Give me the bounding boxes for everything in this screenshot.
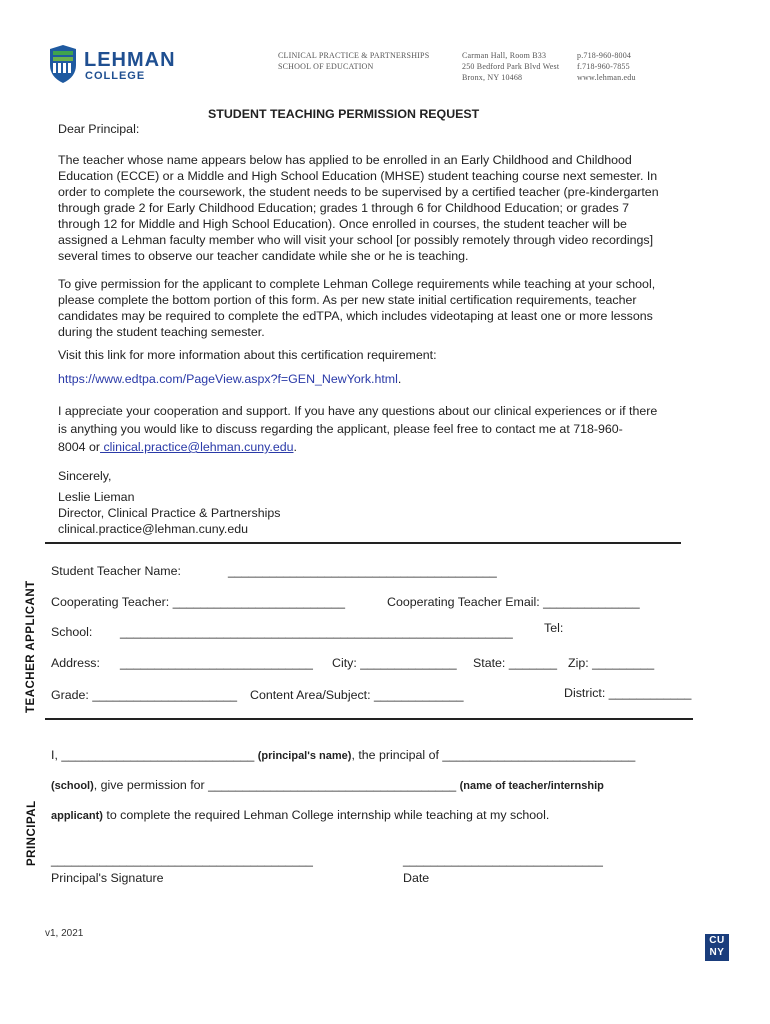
p1-line: through grade 2 for Early Childhood Education; grades 1 through 6 for Childhood Education; or grades 7 <box>58 201 630 215</box>
principal-line-1 <box>51 748 635 762</box>
student-name-field[interactable]: _______________________________________ <box>228 564 497 578</box>
dept-block <box>278 50 429 72</box>
p1-line: through 12 for Middle and High School Education). Once enrolled in courses, the student teacher will be <box>58 217 627 231</box>
state-field[interactable]: State: _______ <box>473 656 558 670</box>
signer-title: Director, Clinical Practice & Partnerships <box>58 506 281 520</box>
principal-label: PRINCIPAL <box>26 800 38 866</box>
dept-line-1: CLINICAL PRACTICE & PARTNERSHIPS <box>278 51 430 60</box>
signature-block <box>58 489 280 537</box>
website: www.lehman.edu <box>577 73 636 82</box>
p4-prefix: 8004 or <box>58 440 101 454</box>
address-line-3: Bronx, NY 10468 <box>462 73 523 82</box>
edtpa-link[interactable]: https://www.edtpa.com/PageView.aspx?f=GEN_NewYork.html <box>58 372 398 386</box>
principal-line-3 <box>51 808 549 822</box>
link-period: . <box>397 372 402 386</box>
logo-sub: COLLEGE <box>85 70 146 82</box>
p1-line: The teacher whose name appears below has applied to be enrolled in an Early Childhood and Childhood <box>58 153 632 167</box>
logo-name: LEHMAN <box>84 49 176 71</box>
contact-block <box>577 50 636 83</box>
p1-line: Education (ECCE) or a Middle and High School Education (MHSE) student teaching course next semester. In <box>58 169 658 183</box>
section-divider-middle <box>45 718 693 720</box>
address-label: Address: <box>51 656 100 670</box>
p1-line: order to complete the coursework, the student needs to be supervised by a certified teacher (pre-kindergarten <box>58 185 659 199</box>
zip-field[interactable]: Zip: _________ <box>568 656 655 670</box>
principal-line-2 <box>51 778 604 792</box>
cuny-logo <box>705 934 729 961</box>
signer-name: Leslie Lieman <box>58 490 135 504</box>
version-label: v1, 2021 <box>45 928 84 939</box>
address-line-1: Carman Hall, Room B33 <box>462 51 547 60</box>
cooperating-teacher-field[interactable]: Cooperating Teacher: _________________________ <box>51 595 345 609</box>
p4-line: is anything you would like to discuss regarding the applicant, please feel free to contact me at 718-960- <box>58 422 623 436</box>
principal-school-field[interactable]: , the principal of ____________________________ <box>351 748 636 762</box>
fax: f.718-960-7855 <box>577 62 630 71</box>
student-name-label: Student Teacher Name: <box>51 564 181 578</box>
document-title: STUDENT TEACHING PERMISSION REQUEST <box>208 107 480 121</box>
district-field[interactable]: District: ____________ <box>564 686 692 700</box>
dept-line-2: SCHOOL OF EDUCATION <box>278 62 374 71</box>
paragraph-3: Visit this link for more information about this certification requirement: <box>58 348 437 362</box>
section-divider-top <box>45 542 681 544</box>
teacher-name-field[interactable]: , give permission for ____________________________________ <box>93 778 460 792</box>
signature-field[interactable]: ______________________________________ <box>51 853 313 867</box>
p1-line: several times to observe our teacher candidate while she or he is teaching. <box>58 249 469 263</box>
lehman-logo <box>48 45 178 85</box>
salutation: Dear Principal: <box>58 122 140 136</box>
p4-period: . <box>293 440 297 454</box>
paragraph-2 <box>58 276 738 340</box>
p2-line: please complete the bottom portion of this form. As per new state initial certification requirements, teacher <box>58 293 637 307</box>
address-block <box>462 50 559 83</box>
city-field[interactable]: City: ______________ <box>332 656 457 670</box>
email-link[interactable]: clinical.practice@lehman.cuny.edu <box>100 440 294 454</box>
school-field[interactable]: _________________________________________________________ <box>120 625 513 639</box>
tel-field[interactable]: Tel: <box>544 621 564 635</box>
principal-name-hint: (principal's name) <box>257 750 352 762</box>
teacher-applicant-label: TEACHER APPLICANT <box>25 580 37 713</box>
permission-statement: to complete the required Lehman College internship while teaching at my school. <box>102 808 550 822</box>
p2-line: To give permission for the applicant to complete Lehman College requirements while teaching at your school, <box>58 277 656 291</box>
address-line-2: 250 Bedford Park Blvd West <box>462 62 560 71</box>
p1-line: assigned a Lehman faculty member who will visit your school [or possibly remotely through video recordings] <box>58 233 654 247</box>
paragraph-4 <box>58 403 748 455</box>
p4-line-3 <box>58 439 748 455</box>
principal-name-field[interactable]: I, ____________________________ <box>51 748 258 762</box>
lehman-shield-icon <box>48 45 78 83</box>
teacher-name-hint: (name of teacher/internship <box>459 780 604 792</box>
school-label: School: <box>51 625 93 639</box>
p2-line: during the student teaching semester. <box>58 325 265 339</box>
p2-line: candidates may be required to complete the edTPA, which includes videotaping at least one or more lessons <box>58 309 653 323</box>
signature-label: Principal's Signature <box>51 871 164 885</box>
date-field[interactable]: _____________________________ <box>403 853 603 867</box>
grade-field[interactable]: Grade: _____________________ <box>51 688 238 702</box>
applicant-hint: applicant) <box>51 810 103 822</box>
phone: p.718-960-8004 <box>577 51 632 60</box>
paragraph-1 <box>58 152 738 264</box>
edtpa-link-line <box>58 371 401 387</box>
signer-email: clinical.practice@lehman.cuny.edu <box>58 522 249 536</box>
content-area-field[interactable]: Content Area/Subject: _____________ <box>250 688 464 702</box>
cooperating-teacher-email-field[interactable]: Cooperating Teacher Email: ______________ <box>387 595 640 609</box>
address-field[interactable]: ____________________________ <box>120 656 313 670</box>
school-hint: (school) <box>51 780 94 792</box>
cuny-logo-text: CUNY <box>709 935 725 958</box>
date-label: Date <box>403 871 430 885</box>
closing: Sincerely, <box>58 469 112 483</box>
p4-line: I appreciate your cooperation and support. If you have any questions about our clinical experiences or if there <box>58 404 658 418</box>
